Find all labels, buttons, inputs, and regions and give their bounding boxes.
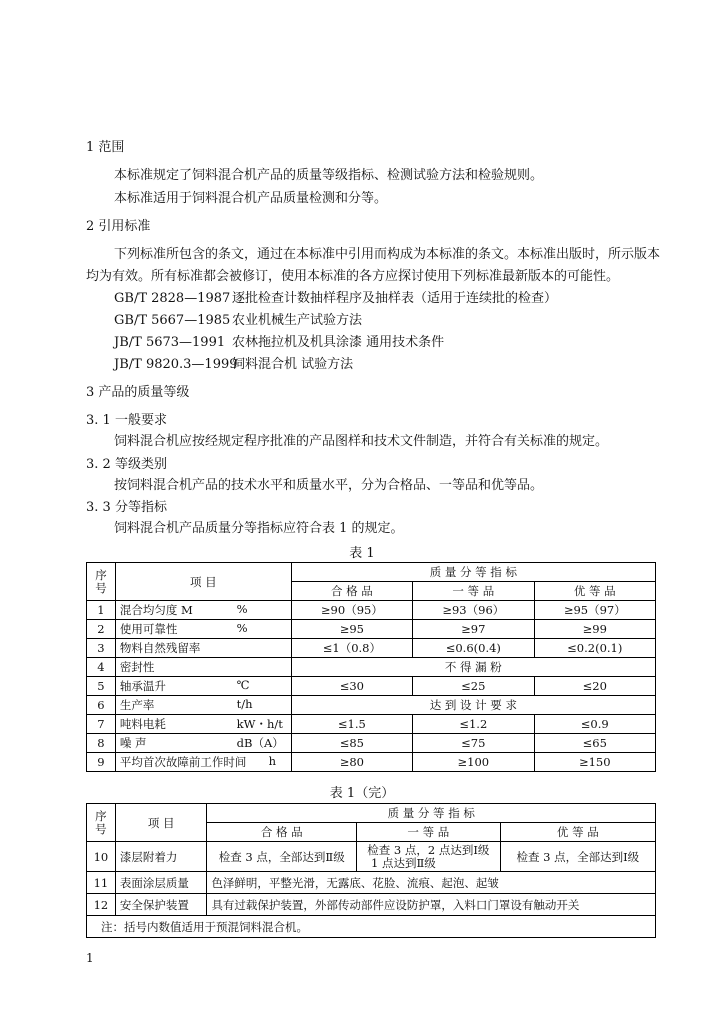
row-number: 12 <box>87 894 116 916</box>
header-item: 项 目 <box>115 563 291 601</box>
value-first-line-2: 1 点达到Ⅱ级 <box>371 855 436 870</box>
row-number: 11 <box>87 872 116 894</box>
item-unit: ℃ <box>236 678 250 692</box>
item-unit: % <box>236 602 248 616</box>
table-1-continued-caption: 表 1（完） <box>329 786 395 801</box>
value-first: ≤0.6(0.4) <box>413 639 534 658</box>
page-number: 1 <box>86 951 94 965</box>
item-name: 混合均匀度 M <box>119 603 193 617</box>
header-grade-qualified: 合 格 品 <box>207 823 357 842</box>
table-row <box>87 753 656 772</box>
item-name: 噪 声 <box>119 736 147 750</box>
header-grade-first: 一 等 品 <box>357 823 501 842</box>
value-qualified: ≤1（0.8） <box>291 639 412 658</box>
value-first: ≥97 <box>413 620 534 639</box>
reference-item <box>114 357 353 373</box>
table-row <box>87 620 656 639</box>
section-2-para-line-1: 下列标准所包含的条文，通过在本标准中引用而构成为本标准的条文。本标准出版时，所示版本 <box>114 247 661 262</box>
section-1-heading: 1 范围 <box>86 140 125 155</box>
row-number: 4 <box>87 658 116 677</box>
reference-title: 农林拖拉机及机具涂漆 通用技术条件 <box>232 335 445 350</box>
table-row <box>87 715 656 734</box>
section-3-1-heading: 3. 1 一般要求 <box>86 413 167 428</box>
value-qualified: ≤85 <box>291 734 412 753</box>
header-grade: 质 量 分 等 指 标 <box>291 563 655 582</box>
item-unit: h <box>268 754 277 768</box>
value-superior: ≤20 <box>534 677 655 696</box>
value-first <box>357 842 501 872</box>
value-first: ≥93（96） <box>413 601 534 620</box>
table-row <box>87 734 656 753</box>
reference-code: GB/T 5667—1985 <box>114 313 231 328</box>
item-unit: % <box>236 621 248 635</box>
header-grade: 质 量 分 等 指 标 <box>207 804 656 823</box>
header-grade-superior: 优 等 品 <box>500 823 655 842</box>
header-seq: 序号 <box>87 563 116 601</box>
row-item: 漆层附着力 <box>115 842 207 872</box>
row-number: 2 <box>87 620 116 639</box>
value-qualified: 检查 3 点，全部达到Ⅱ级 <box>207 842 357 872</box>
reference-item <box>114 313 362 329</box>
row-number: 5 <box>87 677 116 696</box>
header-seq: 序号 <box>87 804 116 842</box>
value-superior: ≥150 <box>534 753 655 772</box>
row-item: 表面涂层质量 <box>115 872 207 894</box>
reference-item <box>114 335 444 351</box>
table-note-row <box>87 916 656 938</box>
row-item <box>115 753 291 772</box>
section-3-2-heading: 3. 2 等级类别 <box>86 457 167 472</box>
value-qualified: ≥90（95） <box>291 601 412 620</box>
header-grade-qualified: 合 格 品 <box>291 582 412 601</box>
row-item <box>115 677 291 696</box>
value-superior: ≥95（97） <box>534 601 655 620</box>
table-row <box>87 639 656 658</box>
section-3-3-heading: 3. 3 分等指标 <box>86 500 167 515</box>
item-unit <box>237 640 287 656</box>
row-item <box>115 734 291 753</box>
table-1 <box>86 562 656 772</box>
value-superior: 检查 3 点，全部达到Ⅰ级 <box>500 842 655 872</box>
section-3-1-text: 饲料混合机应按经规定程序批准的产品图样和技术文件制造，并符合有关标准的规定。 <box>114 434 609 449</box>
section-2-heading: 2 引用标准 <box>86 219 151 234</box>
reference-code: GB/T 2828—1987 <box>114 291 231 306</box>
value-first-line-1: 检查 3 点，2 点达到Ⅰ级 <box>367 842 490 857</box>
row-number: 6 <box>87 696 116 715</box>
item-name: 生产率 <box>119 698 155 712</box>
header-item: 项 目 <box>115 804 207 842</box>
value-superior: ≤0.2(0.1) <box>534 639 655 658</box>
item-unit: dB（A） <box>236 736 284 750</box>
table-note: 注：括号内数值适用于预混饲料混合机。 <box>87 916 656 938</box>
value-superior: ≤65 <box>534 734 655 753</box>
row-item <box>115 715 291 734</box>
table-row <box>87 872 656 894</box>
reference-title: 农业机械生产试验方法 <box>232 313 363 328</box>
value-superior: ≥99 <box>534 620 655 639</box>
table-row <box>87 677 656 696</box>
reference-code: JB/T 9820.3—1999 <box>114 357 238 372</box>
value-first: ≥100 <box>413 753 534 772</box>
table-row <box>87 894 656 916</box>
reference-title: 逐批检查计数抽样程序及抽样表（适用于连续批的检查） <box>232 291 558 306</box>
reference-item <box>114 291 557 307</box>
value-first: ≤25 <box>413 677 534 696</box>
table-1-continued <box>86 803 656 938</box>
item-name: 密封性 <box>119 660 155 674</box>
value-all-grades: 达 到 设 计 要 求 <box>291 696 655 715</box>
value-qualified: ≤1.5 <box>291 715 412 734</box>
reference-code: JB/T 5673—1991 <box>114 335 226 350</box>
header-grade-first: 一 等 品 <box>413 582 534 601</box>
reference-title: 饲料混合机 试验方法 <box>232 357 354 372</box>
row-number: 7 <box>87 715 116 734</box>
item-name: 使用可靠性 <box>119 622 178 636</box>
row-item <box>115 658 291 677</box>
item-name: 平均首次故障前工作时间 <box>119 755 247 769</box>
item-name: 物料自然残留率 <box>119 641 201 655</box>
table-row <box>87 696 656 715</box>
row-item <box>115 639 291 658</box>
row-item: 安全保护装置 <box>115 894 207 916</box>
row-number: 10 <box>87 842 116 872</box>
section-2-para-line-2: 均为有效。所有标准都会被修订，使用本标准的各方应探讨使用下列标准最新版本的可能性。 <box>86 269 620 284</box>
row-item <box>115 696 291 715</box>
value-first: ≤1.2 <box>413 715 534 734</box>
item-unit <box>237 659 287 675</box>
value-all-grades: 不 得 漏 粉 <box>291 658 655 677</box>
section-3-3-text: 饲料混合机产品质量分等指标应符合表 1 的规定。 <box>114 521 404 536</box>
table-1-caption: 表 1 <box>349 546 375 561</box>
item-name: 吨料电耗 <box>119 717 166 731</box>
item-unit: t/h <box>236 697 253 711</box>
value-all-grades: 具有过载保护装置，外部传动部件应设防护罩，入料口门罩设有触动开关 <box>207 894 656 916</box>
section-3-2-text: 按饲料混合机产品的技术水平和质量水平，分为合格品、一等品和优等品。 <box>114 478 544 493</box>
value-qualified: ≥95 <box>291 620 412 639</box>
value-qualified: ≥80 <box>291 753 412 772</box>
item-name: 轴承温升 <box>119 679 166 693</box>
table-row <box>87 842 656 872</box>
value-superior: ≤0.9 <box>534 715 655 734</box>
section-3-heading: 3 产品的质量等级 <box>86 385 190 400</box>
value-first: ≤75 <box>413 734 534 753</box>
section-1-para-2: 本标准适用于饲料混合机产品质量检测和分等。 <box>114 191 388 206</box>
item-unit: kW・h/t <box>236 717 283 731</box>
row-number: 1 <box>87 601 116 620</box>
table-row <box>87 658 656 677</box>
value-qualified: ≤30 <box>291 677 412 696</box>
row-number: 8 <box>87 734 116 753</box>
header-grade-superior: 优 等 品 <box>534 582 655 601</box>
row-item <box>115 620 291 639</box>
row-number: 9 <box>87 753 116 772</box>
row-item <box>115 601 291 620</box>
section-1-para-1: 本标准规定了饲料混合机产品的质量等级指标、检测试验方法和检验规则。 <box>114 168 544 183</box>
table-row <box>87 601 656 620</box>
value-all-grades: 色泽鲜明，平整光滑，无露底、花脸、流痕、起泡、起皱 <box>207 872 656 894</box>
row-number: 3 <box>87 639 116 658</box>
